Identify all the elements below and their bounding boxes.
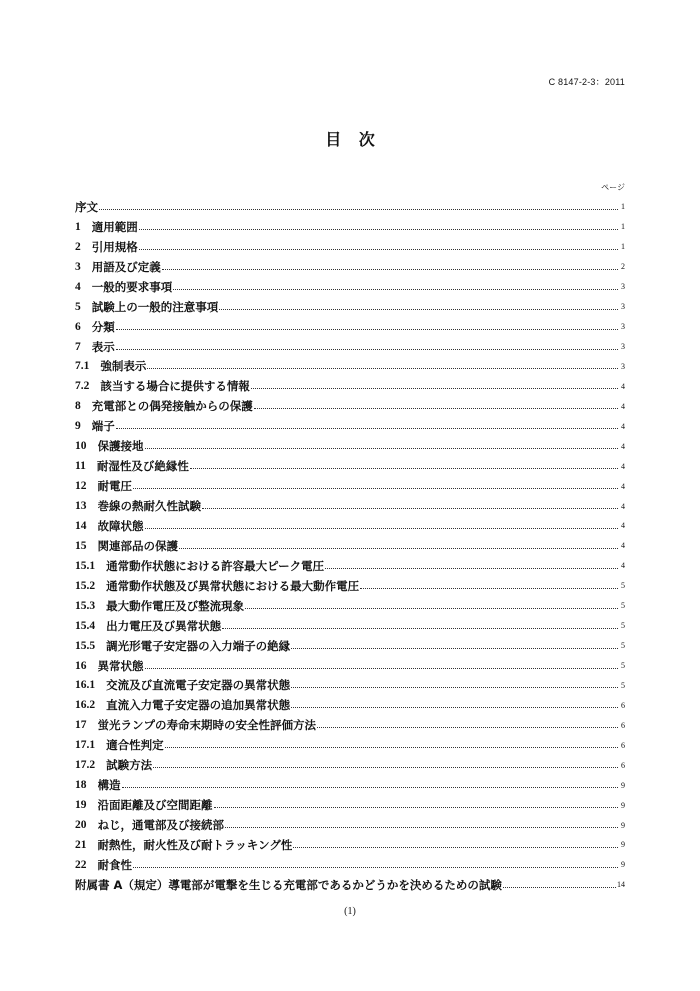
page-number: 4	[621, 401, 625, 411]
section-title: 保護接地	[97, 439, 144, 454]
section-title: 強制表示	[100, 359, 147, 374]
section-title: 試験上の一般的注意事項	[91, 299, 219, 314]
section-number: 18	[75, 779, 87, 792]
section-title: 沿面距離及び空間距離	[97, 798, 213, 813]
section-title: 試験方法	[106, 758, 153, 773]
page-number: 9	[621, 840, 625, 850]
toc-entry	[75, 656, 625, 676]
toc-entry	[75, 755, 625, 775]
dot-leader	[133, 867, 618, 868]
dot-leader	[291, 707, 618, 708]
section-title: 該当する場合に提供する情報	[100, 379, 250, 394]
page-title: 目 次	[325, 130, 381, 149]
section-title: 用語及び定義	[91, 259, 161, 274]
dot-leader	[99, 209, 618, 210]
toc-entry	[75, 735, 625, 755]
section-number: 16.1	[75, 679, 96, 692]
page-number: 1	[621, 202, 625, 212]
dot-leader	[190, 468, 618, 469]
section-number: 8	[75, 400, 81, 413]
toc-entry	[75, 835, 625, 855]
dot-leader	[291, 687, 618, 688]
section-title: 分類	[91, 319, 115, 334]
toc-entry	[75, 676, 625, 696]
section-title: ねじ，通電部及び接続部	[97, 818, 224, 833]
dot-leader	[325, 568, 618, 569]
page-number: 9	[621, 800, 625, 810]
section-number: 15.2	[75, 579, 96, 592]
dot-leader	[291, 648, 618, 649]
toc-entry	[75, 715, 625, 735]
section-number: 3	[75, 260, 81, 273]
dot-leader	[116, 349, 618, 350]
section-number: 17.1	[75, 739, 96, 752]
toc-entry	[75, 337, 625, 357]
section-number: 5	[75, 300, 81, 313]
dot-leader	[214, 807, 619, 808]
dot-leader	[317, 727, 618, 728]
page-number: 3	[621, 282, 625, 292]
dot-leader	[293, 847, 618, 848]
toc-entry	[75, 396, 625, 416]
section-number: 7.2	[75, 380, 90, 393]
dot-leader	[116, 329, 618, 330]
section-title: 通常動作状態における許容最大ピーク電圧	[106, 558, 325, 573]
page-number: 6	[621, 740, 625, 750]
toc-entry	[75, 476, 625, 496]
section-number: 10	[75, 440, 87, 453]
page-number: 5	[621, 601, 625, 611]
dot-leader	[360, 588, 618, 589]
toc-entry	[75, 636, 625, 656]
section-title: 通常動作状態及び異常状態における最大動作電圧	[106, 578, 360, 593]
page-number: 5	[621, 661, 625, 671]
toc-entry	[75, 277, 625, 297]
page-number: 2	[621, 262, 625, 272]
section-title: 蛍光ランプの寿命末期時の安全性評価方法	[97, 718, 316, 733]
page-number: 9	[621, 820, 625, 830]
page-number: 4	[621, 421, 625, 431]
toc-entry	[75, 556, 625, 576]
section-title: 表示	[91, 339, 115, 354]
section-number: 16	[75, 659, 87, 672]
dot-leader	[162, 269, 618, 270]
section-title: 耐食性	[97, 857, 132, 872]
page-number: 6	[621, 720, 625, 730]
page-number: 1	[621, 242, 625, 252]
dot-leader	[153, 767, 618, 768]
section-title: 交流及び直流電子安定器の異常状態	[106, 678, 291, 693]
section-number: 13	[75, 500, 87, 513]
page-number: 4	[621, 481, 625, 491]
toc-entry	[75, 775, 625, 795]
toc-entry	[75, 616, 625, 636]
toc-entry	[75, 815, 625, 835]
toc-entry	[75, 436, 625, 456]
dot-leader	[251, 388, 618, 389]
dot-leader	[122, 787, 619, 788]
page-number: 3	[621, 322, 625, 332]
page-number: 4	[621, 381, 625, 391]
section-title: 巻線の熱耐久性試験	[97, 499, 201, 514]
section-title: 適用範囲	[91, 219, 138, 234]
section-title: 充電部との偶発接触からの保護	[91, 399, 253, 414]
section-number: 20	[75, 819, 87, 832]
page-number: 4	[621, 521, 625, 531]
section-number: 9	[75, 420, 81, 433]
page-number: 1	[621, 222, 625, 232]
toc-entry	[75, 695, 625, 715]
section-number: 11	[75, 460, 86, 473]
dot-leader	[503, 887, 616, 888]
section-number: 15.1	[75, 559, 96, 572]
section-title: 適合性判定	[106, 738, 164, 753]
section-title: 端子	[91, 419, 115, 434]
section-number: 22	[75, 858, 87, 871]
toc-entry	[75, 456, 625, 476]
toc-entry	[75, 855, 625, 875]
toc-entry	[75, 536, 625, 556]
toc-list	[75, 197, 625, 895]
dot-leader	[173, 289, 618, 290]
page-number: 6	[621, 700, 625, 710]
toc-entry	[75, 237, 625, 257]
standard-code: C 8147-2-3：2011	[548, 77, 625, 87]
page-number: 6	[621, 760, 625, 770]
dot-leader	[139, 249, 618, 250]
section-title: 引用規格	[91, 239, 138, 254]
page-number: 5	[621, 641, 625, 651]
page-number: 4	[621, 441, 625, 451]
section-number: 15.5	[75, 639, 96, 652]
dot-leader	[222, 628, 618, 629]
section-number: 15	[75, 539, 87, 552]
section-title: 直流入力電子安定器の追加異常状態	[106, 698, 291, 713]
section-number: 12	[75, 480, 87, 493]
toc-entry	[75, 795, 625, 815]
section-number: 19	[75, 799, 87, 812]
section-number: 16.2	[75, 699, 96, 712]
dot-leader	[145, 528, 619, 529]
dot-leader	[202, 508, 618, 509]
toc-entry	[75, 357, 625, 377]
page-column-label: ページ	[601, 183, 625, 192]
dot-leader	[165, 747, 618, 748]
dot-leader	[145, 448, 619, 449]
dot-leader	[133, 488, 618, 489]
section-title: 序文	[75, 199, 98, 214]
section-title: 調光形電子安定器の入力端子の絶縁	[106, 638, 291, 653]
section-number: 17	[75, 719, 87, 732]
page-number: 5	[621, 621, 625, 631]
section-title: 出力電圧及び異常状態	[106, 618, 222, 633]
toc-entry	[75, 197, 625, 217]
section-number: 7	[75, 340, 81, 353]
dot-leader	[147, 368, 618, 369]
section-title: 耐熱性，耐火性及び耐トラッキング性	[97, 837, 293, 852]
toc-entry	[75, 376, 625, 396]
section-number: 17.2	[75, 759, 96, 772]
section-number: 2	[75, 240, 81, 253]
toc-entry	[75, 257, 625, 277]
section-number: 14	[75, 519, 87, 532]
page-number: 5	[621, 581, 625, 591]
section-title: 耐電圧	[97, 479, 132, 494]
section-title: 最大動作電圧及び整流現象	[106, 598, 245, 613]
dot-leader	[116, 428, 618, 429]
page-number: 3	[621, 302, 625, 312]
dot-leader	[219, 309, 618, 310]
section-title: 故障状態	[97, 518, 144, 533]
dot-leader	[254, 408, 618, 409]
dot-leader	[145, 668, 619, 669]
footer-page-number: (1)	[344, 906, 356, 917]
page-number: 4	[621, 461, 625, 471]
page-number: 4	[621, 561, 625, 571]
page-number: 3	[621, 361, 625, 371]
page-number: 4	[621, 501, 625, 511]
section-number: 1	[75, 220, 81, 233]
dot-leader	[245, 608, 618, 609]
toc-entry	[75, 496, 625, 516]
dot-leader	[225, 827, 618, 828]
toc-entry	[75, 875, 625, 895]
toc-entry	[75, 317, 625, 337]
section-number: 6	[75, 320, 81, 333]
section-title: 関連部品の保護	[97, 538, 178, 553]
section-title: 一般的要求事項	[91, 279, 173, 294]
page-number: 3	[621, 342, 625, 352]
dot-leader	[179, 548, 618, 549]
section-number: 15.4	[75, 619, 96, 632]
page-number: 4	[621, 541, 625, 551]
section-number: 21	[75, 838, 87, 851]
toc-entry	[75, 516, 625, 536]
section-title: 構造	[97, 778, 121, 793]
page-number: 5	[621, 680, 625, 690]
page-number: 9	[621, 860, 625, 870]
section-number: 15.3	[75, 599, 96, 612]
page-number: 14	[617, 880, 625, 890]
section-title: 耐湿性及び絶縁性	[96, 459, 189, 474]
dot-leader	[139, 229, 618, 230]
toc-entry	[75, 297, 625, 317]
section-title: 附属書 A（規定）導電部が電撃を生じる充電部であるかどうかを決めるための試験	[75, 877, 502, 892]
section-title: 異常状態	[97, 658, 144, 673]
toc-entry	[75, 217, 625, 237]
section-number: 7.1	[75, 360, 90, 373]
toc-entry	[75, 576, 625, 596]
page-number: 9	[621, 780, 625, 790]
toc-entry	[75, 596, 625, 616]
toc-entry	[75, 416, 625, 436]
section-number: 4	[75, 280, 81, 293]
